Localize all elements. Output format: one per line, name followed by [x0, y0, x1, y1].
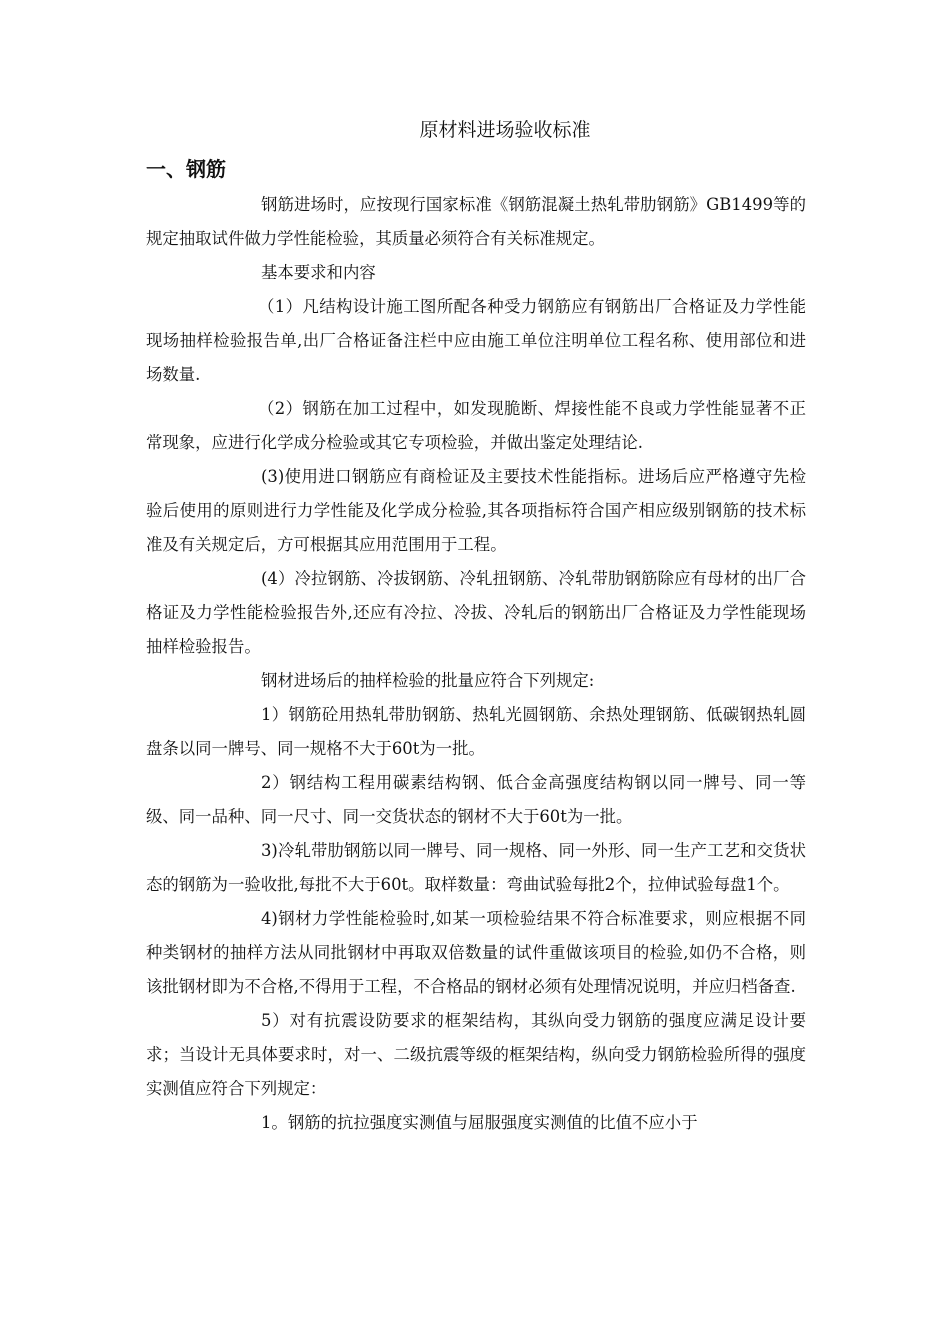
paragraph: 钢筋进场时，应按现行国家标准《钢筋混凝土热轧带肋钢筋》GB1499等的规定抽取试件做力学性能检验，其质量必须符合有关标准规定。 [146, 195, 806, 248]
paragraph: (4）冷拉钢筋、冷拔钢筋、冷轧扭钢筋、冷轧带肋钢筋除应有母材的出厂合格证及力学性能检验报告外,还应有冷拉、冷拔、冷轧后的钢筋出厂合格证及力学性能现场抽样检验报告。 [146, 569, 806, 656]
section-heading: 一、钢筋 [146, 157, 226, 181]
paragraph: 钢材进场后的抽样检验的批量应符合下列规定: [261, 671, 595, 690]
paragraph: 1。钢筋的抗拉强度实测值与屈服强度实测值的比值不应小于 [261, 1113, 698, 1132]
paragraph: 5）对有抗震设防要求的框架结构，其纵向受力钢筋的强度应满足设计要求；当设计无具体要求时，对一、二级抗震等级的框架结构，纵向受力钢筋检验所得的强度实测值应符合下列规定： [146, 1011, 806, 1098]
paragraph: (3)使用进口钢筋应有商检证及主要技术性能指标。进场后应严格遵守先检验后使用的原则进行力学性能及化学成分检验,其各项指标符合国产相应级别钢筋的技术标准及有关规定后，方可根据其应用范围用于工程。 [146, 467, 806, 554]
paragraph: 基本要求和内容 [261, 263, 376, 282]
paragraph: （2）钢筋在加工过程中，如发现脆断、焊接性能不良或力学性能显著不正常现象，应进行化学成分检验或其它专项检验，并做出鉴定处理结论. [146, 399, 806, 452]
paragraph: 3)冷轧带肋钢筋以同一牌号、同一规格、同一外形、同一生产工艺和交货状态的钢筋为一验收批,每批不大于60t。取样数量：弯曲试验每批2个，拉伸试验每盘1个。 [146, 841, 806, 894]
document-body [146, 188, 806, 1140]
paragraph: 2）钢结构工程用碳素结构钢、低合金高强度结构钢以同一牌号、同一等级、同一品种、同一尺寸、同一交货状态的钢材不大于60t为一批。 [146, 773, 806, 826]
paragraph: 1）钢筋砼用热轧带肋钢筋、热轧光圆钢筋、余热处理钢筋、低碳钢热轧圆盘条以同一牌号、同一规格不大于60t为一批。 [146, 705, 806, 758]
paragraph: 4)钢材力学性能检验时,如某一项检验结果不符合标准要求，则应根据不同种类钢材的抽样方法从同批钢材中再取双倍数量的试件重做该项目的检验,如仍不合格，则该批钢材即为不合格,不得用于工程，不合格品的钢材必须有处理情况说明，并应归档备查. [146, 909, 806, 996]
document-title: 原材料进场验收标准 [419, 119, 591, 141]
paragraph: （1）凡结构设计施工图所配各种受力钢筋应有钢筋出厂合格证及力学性能现场抽样检验报告单,出厂合格证备注栏中应由施工单位注明单位工程名称、使用部位和进场数量. [146, 297, 806, 384]
